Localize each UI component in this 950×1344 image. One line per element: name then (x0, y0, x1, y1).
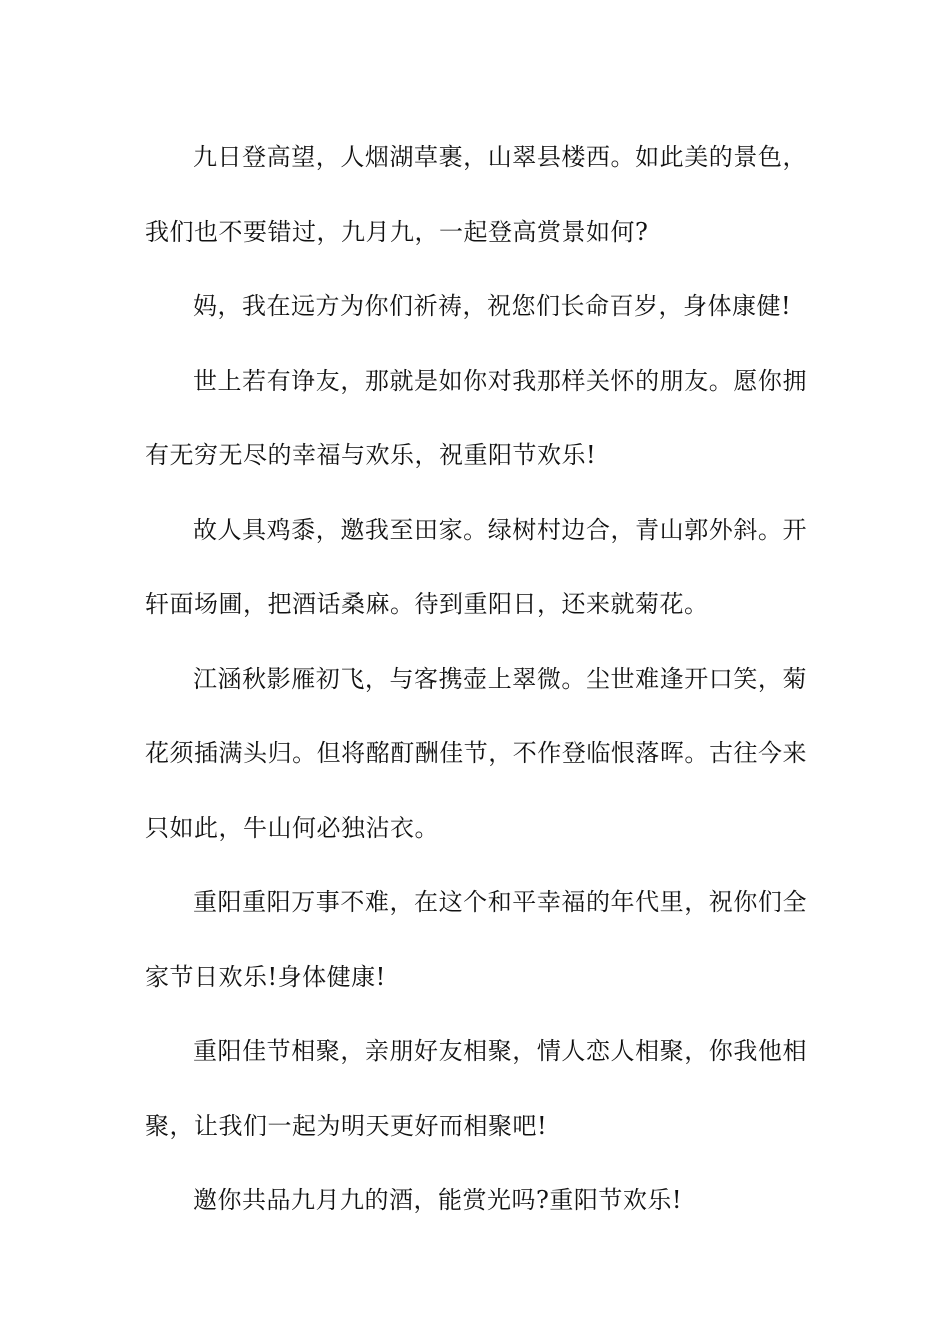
paragraph-7: 重阳佳节相聚，亲朋好友相聚，情人恋人相聚，你我他相聚，让我们一起为明天更好而相聚吧! (145, 1037, 807, 1140)
paragraph-5: 江涵秋影雁初飞，与客携壶上翠微。尘世难逢开口笑，菊花须插满头归。但将酩酊酬佳节，不作登临恨落晖。古往今来只如此，牛山何必独沾衣。 (145, 664, 807, 842)
paragraph-4: 故人具鸡黍，邀我至田家。绿树村边合，青山郭外斜。开轩面场圃，把酒话桑麻。待到重阳日，还来就菊花。 (145, 515, 807, 618)
paragraph-8: 邀你共品九月九的酒，能赏光吗?重阳节欢乐! (193, 1186, 683, 1214)
paragraph-2: 妈，我在远方为你们祈祷，祝您们长命百岁，身体康健! (193, 292, 792, 320)
paragraph-1: 九日登高望，人烟湖草裹，山翠县楼西。如此美的景色，我们也不要错过，九月九，一起登高赏景如何? (145, 143, 807, 246)
paragraph-3: 世上若有诤友，那就是如你对我那样关怀的朋友。愿你拥有无穷无尽的幸福与欢乐，祝重阳节欢乐! (145, 366, 807, 469)
paragraph-6: 重阳重阳万事不难，在这个和平幸福的年代里，祝你们全家节日欢乐!身体健康! (145, 888, 807, 991)
document-body (145, 120, 807, 1238)
